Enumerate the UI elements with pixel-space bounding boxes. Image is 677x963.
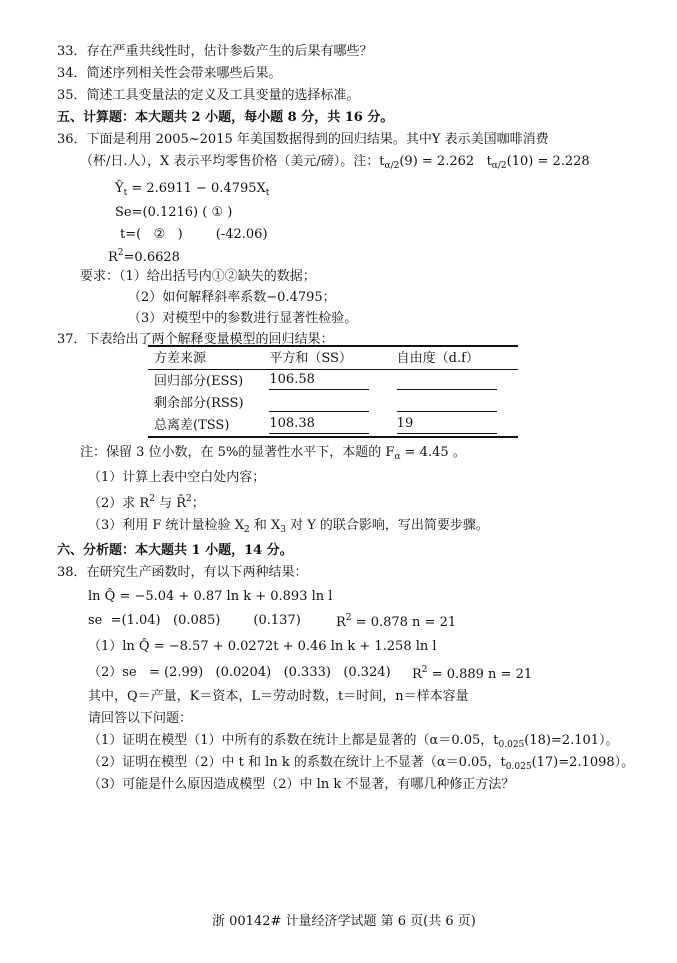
q37-sub-3: （3）利用 F 统计量检验 $X_2$ 和 $X_3$ 对 Y 的联合影响，写出简要步骤。 bbox=[88, 518, 489, 535]
q37-note: 注：保留 3 位小数，在 5%的显著性水平下，本题的 $F_\alpha = 4.45$ 。 bbox=[80, 445, 466, 462]
answer-blank: 108.38 bbox=[269, 417, 369, 434]
page-footer: 浙 00142# 计量经济学试题 第 6 页(共 6 页) bbox=[212, 914, 476, 929]
q36-requirement-2: （2）如何解释斜率系数−0.4795； bbox=[128, 290, 336, 305]
question-38-title: 38．在研究生产函数时，有以下两种结果： bbox=[57, 565, 308, 580]
q38-model-2-r2: $R^2 = 0.889$ n = 21 bbox=[412, 665, 533, 682]
q36-regression-equation: $Ŷ_t = 2.6911 - 0.4795X_t$ bbox=[115, 181, 270, 198]
q38-model-2-se: （2）se = (2.99) (0.0204) (0.333) (0.324) bbox=[88, 665, 391, 680]
question-36-line2: （杯/日.人），X 表示平均零售价格（美元/磅）。注：$t_{\alpha/2}(9) = 2.262$ $t_{\alpha/2}(10) = 2.228$ bbox=[80, 154, 590, 171]
section-5-heading: 五、计算题：本大题共 2 小题，每小题 8 分，共 16 分。 bbox=[57, 110, 394, 125]
q38-model-1-r2: $R^2 = 0.878$ n = 21 bbox=[336, 613, 457, 630]
table-header-cell: 平方和（SS） bbox=[263, 346, 390, 370]
table-cell: 剩余部分(RSS) bbox=[154, 395, 244, 411]
question-34: 34．简述序列相关性会带来哪些后果。 bbox=[57, 66, 282, 81]
answer-blank bbox=[397, 373, 497, 390]
answer-blank bbox=[269, 395, 369, 412]
q38-answer-3: （3）可能是什么原因造成模型（2）中 ln k 不显著，有哪几种修正方法？ bbox=[88, 777, 515, 792]
anova-table bbox=[148, 345, 518, 438]
table-cell bbox=[391, 414, 518, 437]
table-row bbox=[148, 414, 518, 437]
q37-sub-1: （1）计算上表中空白处内容； bbox=[88, 470, 266, 485]
q38-model-2-equation: （1）ln Q̂ = −8.57 + 0.0272t + 0.46 ln k + 1.258 ln l bbox=[88, 639, 437, 654]
table-header-cell: 方差来源 bbox=[148, 346, 263, 370]
table-cell bbox=[263, 370, 390, 393]
q38-answer-2: （2）证明在模型（2）中 t 和 ln k 的系数在统计上不显著（α＝0.05，$t_{0.025}(17)=2.1098$）。 bbox=[88, 755, 635, 772]
answer-blank: 106.58 bbox=[269, 373, 369, 390]
q36-se-line: Se=(0.1216) ( ① ) bbox=[115, 205, 233, 220]
q38-model-1-se: se =(1.04) (0.085) (0.137) bbox=[88, 613, 301, 628]
answer-blank: 19 bbox=[397, 417, 497, 434]
table-header-row bbox=[148, 346, 518, 370]
q36-t-line: t=( ② ) (-42.06) bbox=[120, 227, 268, 242]
table-header-cell: 自由度（d.f） bbox=[391, 346, 518, 370]
table-cell bbox=[391, 392, 518, 414]
table-row bbox=[148, 370, 518, 393]
q36-requirement-1: 要求：（1）给出括号内①②缺失的数据； bbox=[80, 269, 316, 284]
section-6-heading: 六、分析题：本大题共 1 小题，14 分。 bbox=[57, 543, 293, 558]
table-cell: 总离差(TSS) bbox=[148, 414, 263, 437]
q38-prompt: 请回答以下问题： bbox=[88, 711, 193, 726]
q37-sub-2: （2）求 $R^2$ 与 R̄$^2$； bbox=[88, 494, 205, 511]
question-37-title: 37．下表给出了两个解释变量模型的回归结果： bbox=[57, 332, 334, 347]
table-cell: 回归部分(ESS) bbox=[154, 373, 244, 389]
question-33: 33．存在严重共线性时，估计参数产生的后果有哪些？ bbox=[57, 44, 373, 59]
table-cell bbox=[263, 392, 390, 414]
q36-r2-line: $R^2=0.6628$ bbox=[108, 248, 180, 265]
table-cell bbox=[391, 370, 518, 393]
table-row bbox=[148, 392, 518, 414]
answer-blank bbox=[397, 395, 497, 412]
q38-model-1-equation: ln Q̂ = −5.04 + 0.87 ln k + 0.893 ln l bbox=[88, 589, 333, 604]
q38-answer-1: （1）证明在模型（1）中所有的系数在统计上都是显著的（α＝0.05，$t_{0.025}(18)=2.101$）。 bbox=[88, 733, 619, 750]
question-36-line1: 36．下面是利用 2005~2015 年美国数据得到的回归结果。其中Y 表示美国咖啡消费 bbox=[57, 132, 549, 147]
q38-variable-definitions: 其中，Q＝产量，K＝资本，L＝劳动时数，t＝时间，n＝样本容量 bbox=[88, 689, 469, 704]
question-35: 35．简述工具变量法的定义及工具变量的选择标准。 bbox=[57, 88, 360, 103]
table-cell bbox=[263, 414, 390, 437]
q36-requirement-3: （3）对模型中的参数进行显著性检验。 bbox=[128, 311, 358, 326]
